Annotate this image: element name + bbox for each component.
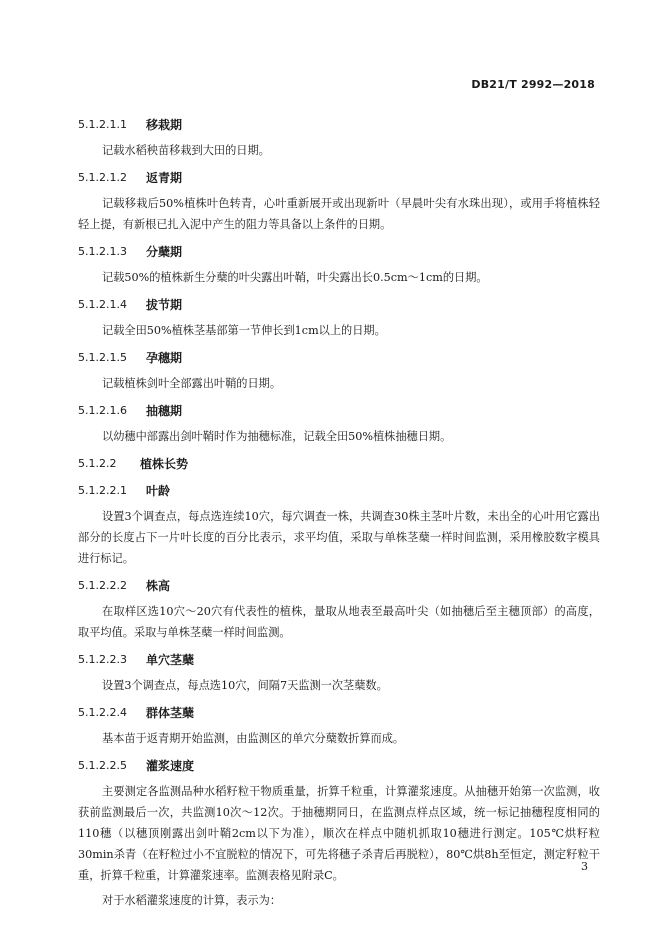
- paragraph: 基本苗于返青期开始监测，由监测区的单穴分蘖数折算而成。: [102, 732, 405, 745]
- section-title: 植株长势: [140, 456, 189, 471]
- section: [78, 240, 600, 288]
- section: [78, 293, 600, 341]
- section: [78, 452, 600, 474]
- section-heading: [78, 479, 600, 501]
- paragraph: 以幼穗中部露出剑叶鞘时作为抽穗标准，记载全田50%植株抽穗日期。: [102, 430, 452, 443]
- section-heading: [78, 346, 600, 368]
- section-title: 群体茎蘖: [146, 705, 195, 720]
- section-number: 5.1.2.1.2: [78, 170, 127, 184]
- section-heading: [78, 166, 600, 188]
- paragraph: 记载水稻秧苗移栽到大田的日期。: [102, 144, 270, 157]
- section-heading: [78, 452, 600, 474]
- section-heading: [78, 754, 600, 776]
- section-number: 5.1.2.1.5: [78, 350, 127, 364]
- section-heading: [78, 648, 600, 670]
- section-number: 5.1.2.2.4: [78, 705, 127, 719]
- paragraph: 主要测定各监测品种水稻籽粒干物质重量，折算千粒重，计算灌浆速度。从抽穗开始第一次监测，收获前监测最后一次，共监测10次～12次。于抽穗期同日，在监测点样点区域，统一标记抽穗程度相同的110穗（以穗顶刚露出剑叶鞘2cm以下为准），顺次在样点中随机抓取10穗进行测定。105℃烘籽粒30min杀青（在籽粒过小不宜脱粒的情况下，可先将穗子杀青后再脱粒），80℃烘8h至恒定，测定籽粒干重，折算千粒重，计算灌浆速率。监测表格见附录C。: [78, 785, 600, 882]
- section: [78, 479, 600, 569]
- section-title: 移栽期: [146, 117, 183, 132]
- section-heading: [78, 701, 600, 723]
- paragraph: 记载50%的植株新生分蘖的叶尖露出叶鞘，叶尖露出长0.5cm～1cm的日期。: [102, 271, 488, 284]
- paragraph: 记载植株剑叶全部露出叶鞘的日期。: [102, 377, 282, 390]
- document-id: DB21/T 2992—2018: [471, 78, 595, 91]
- section-number: 5.1.2.1.6: [78, 403, 127, 417]
- section-number: 5.1.2.2.5: [78, 758, 127, 772]
- paragraph: 记载全田50%植株茎基部第一节伸长到1cm以上的日期。: [102, 324, 386, 337]
- paragraph: 对于水稻灌浆速度的计算，表示为：: [102, 894, 282, 907]
- section-title: 灌浆速度: [146, 758, 195, 773]
- section-heading: [78, 293, 600, 315]
- page-number: 3: [581, 860, 588, 873]
- section: [78, 113, 600, 161]
- section: [78, 701, 600, 749]
- section-title: 分蘖期: [146, 244, 183, 259]
- section-title: 叶龄: [146, 483, 171, 498]
- section-heading: [78, 113, 600, 135]
- paragraph: 设置3个调查点，每点选10穴，间隔7天监测一次茎蘖数。: [102, 679, 388, 692]
- section: [78, 166, 600, 235]
- paragraph: 在取样区选10穴～20穴有代表性的植株，量取从地表至最高叶尖（如抽穗后至主穗顶部）的高度，取平均值。采取与单株茎蘖一样时间监测。: [78, 605, 600, 639]
- section-title: 孕穗期: [146, 350, 183, 365]
- section: [78, 574, 600, 643]
- section-heading: [78, 399, 600, 421]
- paragraph: 设置3个调查点，每点选连续10穴，每穴调查一株，共调查30株主茎叶片数，未出全的心叶用它露出部分的长度占下一片叶长度的百分比表示，求平均值，采取与单株茎蘖一样时间监测，采用橡胶数字模具进行标记。: [78, 510, 600, 565]
- section-title: 单穴茎蘖: [146, 652, 195, 667]
- section-number: 5.1.2.2.1: [78, 483, 127, 497]
- section: [78, 346, 600, 394]
- section-number: 5.1.2.1.4: [78, 297, 127, 311]
- section-number: 5.1.2.2: [78, 456, 117, 470]
- section-number: 5.1.2.2.2: [78, 578, 127, 592]
- section-heading: [78, 574, 600, 596]
- section-title: 抽穗期: [146, 403, 183, 418]
- section-heading: [78, 240, 600, 262]
- section-title: 返青期: [146, 170, 183, 185]
- section-number: 5.1.2.1.3: [78, 244, 127, 258]
- section: [78, 754, 600, 911]
- paragraph: 记载移栽后50%植株叶色转青，心叶重新展开或出现新叶（早晨叶尖有水珠出现），或用手将植株轻轻上提，有新根已扎入泥中产生的阻力等具备以上条件的日期。: [78, 197, 600, 231]
- section: [78, 399, 600, 447]
- document-body: [78, 108, 600, 915]
- section: [78, 648, 600, 696]
- section-number: 5.1.2.1.1: [78, 117, 127, 131]
- section-title: 拔节期: [146, 297, 183, 312]
- section-number: 5.1.2.2.3: [78, 652, 127, 666]
- section-title: 株高: [146, 578, 171, 593]
